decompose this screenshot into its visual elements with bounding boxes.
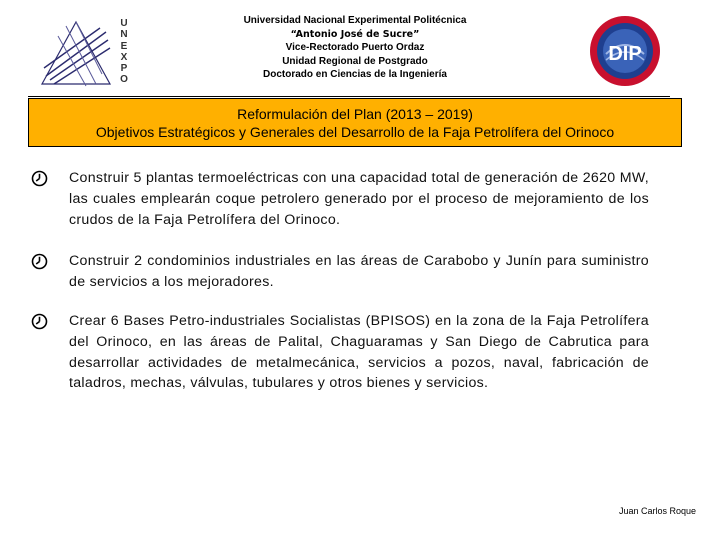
slide-title-banner	[28, 98, 682, 147]
dip-seal-text: DIP	[608, 43, 642, 65]
logo-letter: N	[120, 29, 128, 41]
unexpo-emblem-icon	[36, 14, 116, 94]
university-name: Universidad Nacional Experimental Politécnica	[243, 15, 467, 26]
clock-icon	[31, 170, 48, 187]
bullet-text: Construir 5 plantas termoeléctricas con una capacidad total de generación de 2620 MW, las cuales emplearán coque petrolero generado por el proceso de mejoramiento de los crudos de la Faja Petrolífera del Orinoco.	[69, 170, 649, 228]
bullet-text: Construir 2 condominios industriales en las áreas de Carabobo y Junín para suministro de servicios a los mejoradores.	[69, 253, 649, 290]
clock-icon	[31, 313, 48, 330]
logo-letter: P	[120, 63, 128, 75]
university-honoree: “Antonio José de Sucre”	[290, 28, 420, 40]
logo-letter: E	[120, 40, 128, 52]
dip-seal-logo	[588, 14, 662, 88]
bullet-text: Crear 6 Bases Petro-industriales Socialistas (BPISOS) en la zona de la Faja Petrolífera del Orinoco, en las áreas de Palital, Chaguaramas y San Diego de Cabrutica para desarrollar actividades de metalmecánica, servicios a pozos, naval, fabricación de taladros, mechas, válvulas, tubulares y otros bienes y servicios.	[69, 313, 649, 392]
doctorate-program: Doctorado en Ciencias de la Ingeniería	[263, 69, 447, 81]
unexpo-letters	[118, 18, 130, 86]
institution-header	[210, 14, 500, 82]
header-divider	[28, 96, 670, 97]
logo-letter: O	[120, 74, 128, 86]
logo-letter: X	[120, 51, 128, 63]
vice-rectorate: Vice-Rectorado Puerto Ordaz	[285, 42, 425, 54]
author-credit: Juan Carlos Roque	[618, 506, 696, 516]
clock-icon	[31, 253, 48, 270]
dip-seal-icon	[588, 14, 662, 88]
postgraduate-unit: Unidad Regional de Postgrado	[282, 55, 428, 67]
slide-title: Reformulación del Plan (2013 – 2019)	[237, 106, 473, 122]
logo-letter: U	[120, 18, 128, 29]
slide-subtitle: Objetivos Estratégicos y Generales del Desarrollo de la Faja Petrolífera del Orinoco	[95, 124, 615, 140]
